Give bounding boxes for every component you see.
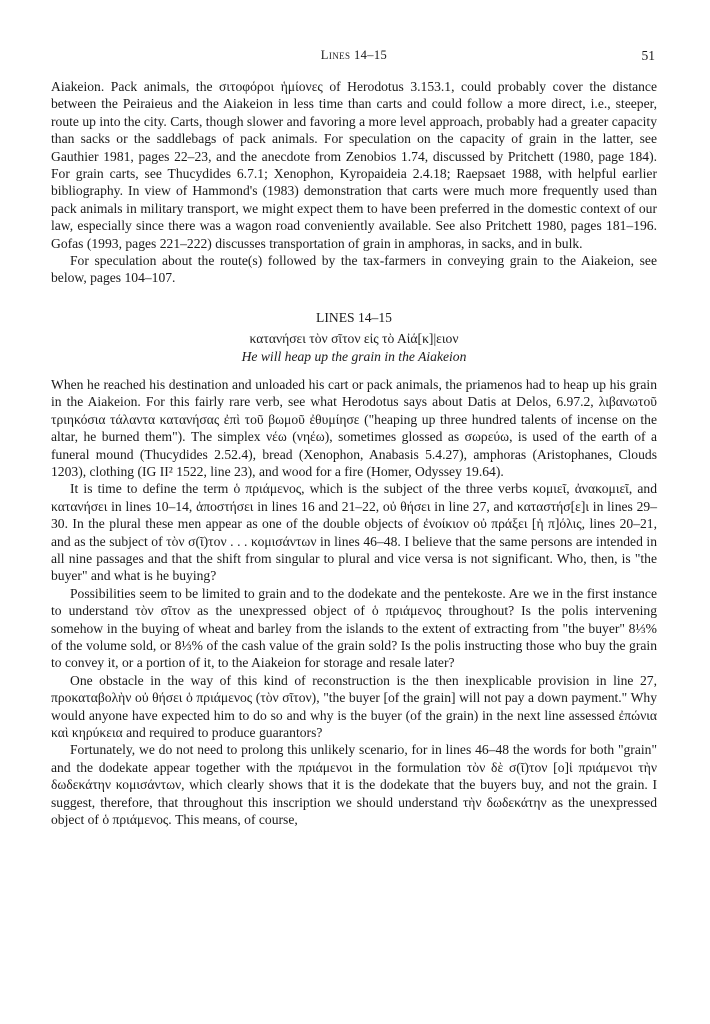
paragraph-route: For speculation about the route(s) followed by the tax-farmers in conveying grain to the Aiakeion, see below, pages 104–107. [51,253,657,286]
section-title: LINES 14–15 [316,309,392,325]
paragraph-continuation: Aiakeion. Pack animals, the σιτοφόροι ἡμίονες of Herodotus 3.153.1, could probably cover the distance between the Peiraieus and the Aiakeion in less time than carts and could follow a more direct, i.e., steeper, route up into the city. Carts, though slower and favoring a more level approach, probably had a greater capacity than sacks or the saddlebags of pack animals. For speculation on the capacity of grain in the latter, see Gauthier 1981, pages 22–23, and the anecdote from Zenobios 1.74, discussed by Pritchett (1980, page 184). For grain carts, see Thucydides 6.7.1; Xenophon, Kyropaideia 2.4.18; Raepsaet 1988, with helpful earlier bibliography. In view of Hammond's (1983) demonstration that carts were much more frequently used than pack animals in military transport, we might expect them to have been preferred in the domestic context of our law, especially since there was a wagon road conveniently available. See also Pritchett 1980, pages 181–196. Gofas (1993, pages 221–222) discusses transportation of grain in amphoras, in sacks, and in bulk. [51,79,657,251]
page-number: 51 [641,48,655,63]
paragraph-heap: When he reached his destination and unloaded his cart or pack animals, the priamenos had to heap up his grain in the Aiakeion. For this fairly rare verb, see what Herodotus says about Datis at Delos, 6.97.2, λιβανωτοῦ τριηκόσια τάλαντα κατανήσας ἐπὶ τοῦ βωμοῦ ἐθυμίησε ("heaping up three hundred talents of incense on the altar, he burned them"). The simplex νέω (νηέω), sometimes glossed as σωρεύω, is used of the earth of a funeral mound (Thucydides 2.52.4), bread (Xenophon, Anabasis 5.4.27), amphoras (Aristophanes, Clouds 1203), clothing (IG II² 1522, line 23), and wood for a fire (Homer, Odyssey 19.64). [51,376,657,479]
page [51,48,657,828]
paragraph-fortunately: Fortunately, we do not need to prolong this unlikely scenario, for in lines 46–48 the words for both "grain" and the dodekate appear together with the πριάμενοι in the formulation τὸν δὲ σ(ῖ)τον [ο]ἱ πριάμενοι τὴν δωδεκάτην κομισάντων, which clearly shows that it is the dodekate that the buyers buy, and not the grain. I suggest, therefore, that throughout this inscription we should understand τὴν δωδεκάτην as the unexpressed object of ὁ πριάμενος. This means, of course, [51,742,657,828]
paragraph-obstacle: One obstacle in the way of this kind of reconstruction is the then inexplicable provision in line 27, προκαταβολὴν οὐ θήσει ὁ πριάμενος (τὸν σῖτον), "the buyer [of the grain] will not pay a down payment." Why would anyone have expected him to do so and why is the buyer (of the grain) in the next line assessed ἐπώνια καὶ κηρύκεια and required to produce guarantors? [51,672,657,740]
paragraph-possibilities: Possibilities seem to be limited to grain and to the dodekate and the pentekoste. Are we in the first instance to understand τὸν σῖτον as the unexpressed object of ὁ πριάμενος throughout? Is the polis intervening somehow in the buying of wheat and barley from the islands to the extent of extracting from "the buyer" 8⅓% of the volume sold, or 8⅓% of the cash value of the grain sold? Is the polis instructing those who buy the grain to convey it, or a portion of it, to the Aiakeion for storage and resale later? [51,585,657,671]
lemma-translation: He will heap up the grain in the Aiakeion [241,348,467,364]
paragraph-define-term: It is time to define the term ὁ πριάμενος, which is the subject of the three verbs κομιεῖ, ἀνακομιεῖ, and κατανήσει in lines 10–14, ἀποστήσει in lines 16 and 21–22, οὐ θήσει in line 27, and καταστήσ[ε]ι in lines 29–30. In the plural these men appear as one of the double objects of ἐνοίκιον οὐ πράξει [ἡ π]όλις, lines 20–21, and as the subject of τὸν σ(ῖ)τον . . . κομισάντων in lines 46–48. I believe that the same persons are intended in all nine passages and that the shift from singular to plural and vice versa is not significant. Who, then, is "the buyer" and what is he buying? [51,481,657,584]
page-header [51,48,657,70]
running-head: Lines 14–15 [320,48,388,62]
greek-lemma: κατανήσει τὸν σῖτον εἰς τὸ Αἰά[κ]|ειον [249,330,459,346]
